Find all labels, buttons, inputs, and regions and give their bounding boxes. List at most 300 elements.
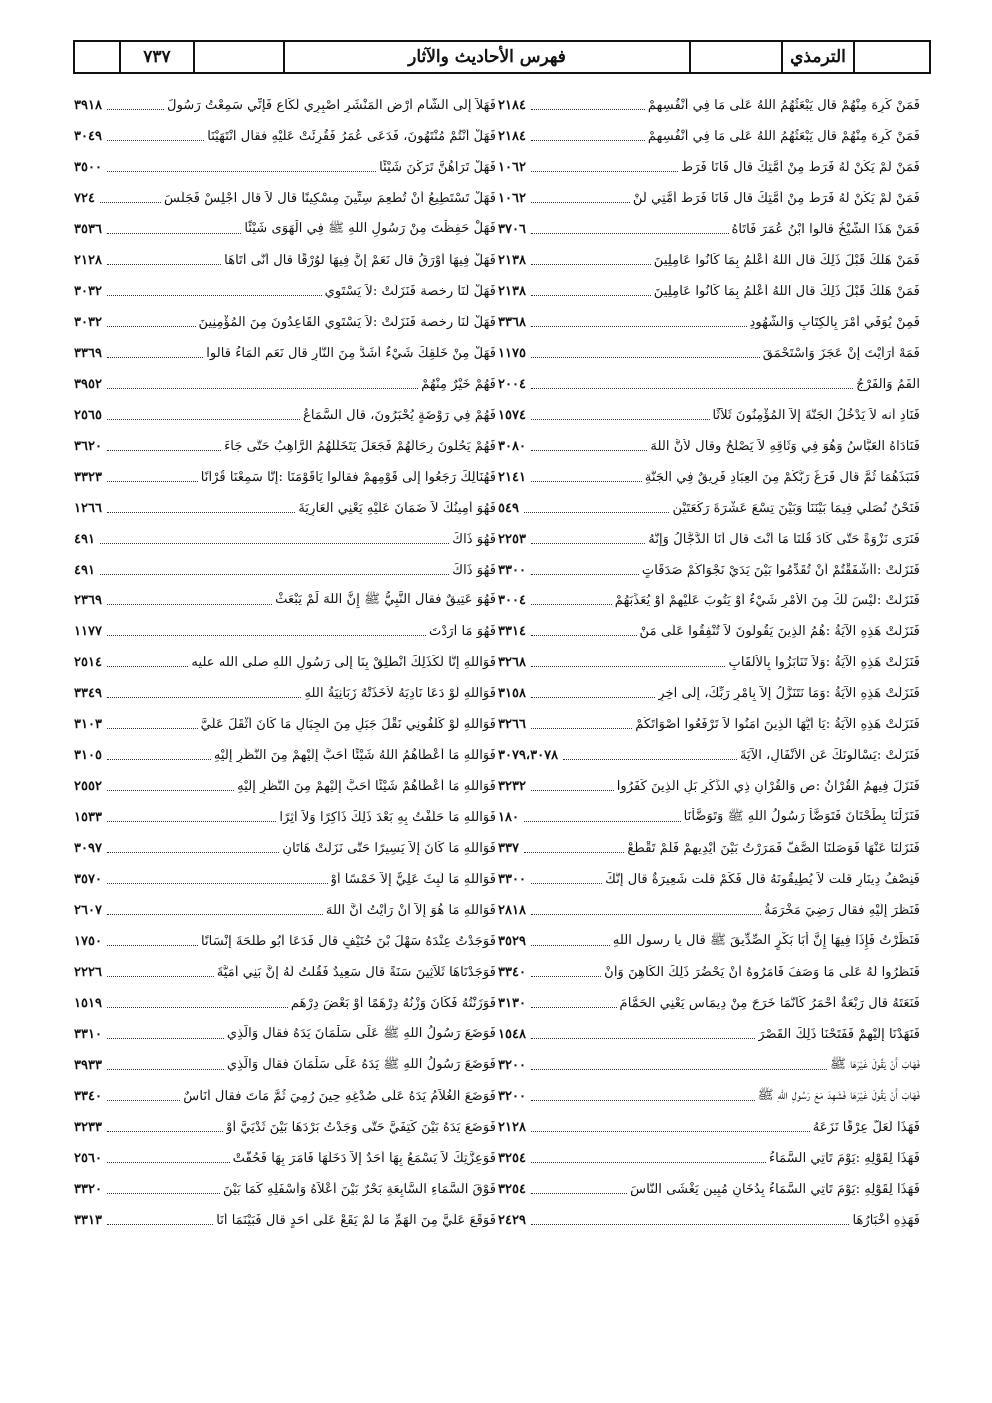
- index-entry: [74, 493, 496, 524]
- dot-leader: [531, 728, 632, 729]
- dot-leader: [100, 543, 449, 544]
- index-entry: [498, 1019, 920, 1050]
- hadith-incipit: فَوَاللهِ إِنَّا لَكَذَلِكَ انْطَلِقْ بِنَا إِلَى رَسُولِ اللهِ صلى الله عليه: [191, 655, 496, 671]
- hadith-number: ٣٣٠٠: [498, 872, 526, 888]
- hadith-incipit: فَوَضَعَ رَسُولُ اللهِ ﷺ يَدَهُ عَلَى سَلْمَانَ فقال وَالَّذِي: [226, 1057, 496, 1073]
- dot-leader: [531, 264, 651, 265]
- hadith-number: ٣٣٤٩: [74, 686, 102, 702]
- hadith-number: ٣٥٠٠: [74, 159, 102, 175]
- dot-leader: [524, 512, 670, 513]
- hadith-number: ٢١٨٤: [498, 97, 526, 113]
- index-entry: [74, 307, 496, 338]
- dot-leader: [107, 945, 198, 946]
- dot-leader: [107, 419, 300, 420]
- dot-leader: [524, 852, 624, 853]
- index-entry: [498, 183, 920, 214]
- hadith-number: ٧٢٤: [74, 190, 95, 206]
- index-entry: [498, 400, 920, 431]
- hadith-incipit: فَهُوَ عَتِيقٌ فقال النَّبِيُّ ﷺ إِنَّ اللهَ لَمْ يَبْعَثْ: [275, 592, 496, 608]
- index-entry: [498, 1081, 920, 1112]
- header-cell-empty: [75, 42, 119, 72]
- dot-leader: [107, 759, 211, 760]
- hadith-number: ٣٩٥٢: [74, 376, 102, 392]
- hadith-incipit: فَنَزَلَتْ :أَأَشْفَقْتُمْ أَنْ تُقَدِّمُوا بَيْنَ يَدَيْ نَجْوَاكُمْ صَدَقَاتٍ: [641, 562, 920, 578]
- hadith-number: ٣٢٠٠: [498, 1088, 526, 1104]
- index-entry: [74, 957, 496, 988]
- index-entry: [498, 462, 920, 493]
- hadith-incipit: فَوَاللهِ لَوْ كَلَّفُونِي نَقْلَ جَبَلٍ مِنَ الْجِبَالِ مَا كَانَ أَثْقَلَ عَلَيَّ: [200, 717, 496, 733]
- dot-leader: [107, 728, 198, 729]
- hadith-number: ٣٢٠٠: [498, 1058, 526, 1074]
- index-entry: [498, 431, 920, 462]
- index-entry: [498, 338, 920, 369]
- dot-leader: [107, 326, 196, 327]
- hadith-incipit: فَهَابَ أَنْ يَقُولَ غَيْرَهَا فَشَهِدَ مَعَ رَسُولِ اللهِ ﷺ: [757, 1087, 920, 1103]
- index-entry: [74, 1205, 496, 1236]
- hadith-number: ٣٠٨٠: [498, 438, 526, 454]
- hadith-incipit: فَنَعَتَهُ قال رَبْعَةٌ أَحْمَرُ كَأَنَّمَا خَرَجَ مِنْ دِيمَاسٍ يَعْنِي الْحَمَّامَ: [619, 996, 920, 1012]
- hadith-incipit: فَمَنْ هَلَكَ قَبْلَ ذَلِكَ قال اللهُ أَعْلَمُ بِمَا كَانُوا عَامِلِينَ: [653, 252, 920, 268]
- dot-leader: [107, 109, 164, 110]
- hadith-number: ٢٤٢٩: [498, 1212, 526, 1228]
- dot-leader: [531, 574, 639, 575]
- index-entry: [74, 647, 496, 678]
- hadith-number: ٣٥٢٩: [498, 934, 526, 950]
- dot-leader: [107, 481, 198, 482]
- hadith-incipit: فَوَاللهِ مَا هُوَ إِلاَّ أَنْ رَأَيْتُ أَنَّ اللهَ: [325, 903, 496, 919]
- index-entry: [74, 1112, 496, 1143]
- hadith-number: ٣٣٠٠: [498, 562, 526, 578]
- hadith-number: ٣٩٣٣: [74, 1058, 102, 1074]
- hadith-incipit: الْفَمُ وَالْفَرْجُ: [856, 376, 920, 392]
- hadith-incipit: فَهَذِهِ أَخْبَارُهَا: [852, 1212, 920, 1228]
- hadith-number: ٣١٠٣: [74, 717, 102, 733]
- hadith-incipit: فَمَنْ لَمْ يَكُنْ لَهُ فَرَطٌ مِنْ أُمَّتِكَ قال فَأَنَا فَرَطٌ: [681, 159, 920, 175]
- hadith-incipit: فَوَاللهِ مَا لَبِثَ عَلِيٌّ إِلاَّ خَمْسًا أَوْ: [330, 872, 496, 888]
- hadith-incipit: فَوَزَنْتُهُ فَكَانَ وَزْنُهُ دِرْهَمًا أَوْ بَعْضَ دِرْهَمٍ: [290, 996, 496, 1012]
- dot-leader: [107, 171, 376, 172]
- index-entry: [498, 276, 920, 307]
- index-column-left: [74, 90, 496, 1236]
- hadith-number: ١٥٣٣: [74, 810, 102, 826]
- dot-leader: [107, 1038, 224, 1039]
- dot-leader: [107, 883, 328, 884]
- dot-leader: [107, 357, 203, 358]
- dot-leader: [107, 295, 322, 296]
- index-entry: [74, 121, 496, 152]
- hadith-number: ٣٠٧٩،٣٠٧٨: [498, 748, 559, 764]
- page-title: فهرس الأحاديث والآثار: [283, 42, 689, 72]
- header-cell-empty: [193, 42, 283, 72]
- index-entry: [498, 833, 920, 864]
- index-entry: [498, 524, 920, 555]
- dot-leader: [531, 140, 645, 141]
- hadith-number: ١٧٥٠: [74, 934, 102, 950]
- page-number: ٧٣٧: [119, 42, 193, 72]
- hadith-number: ٣٥٧٠: [74, 872, 102, 888]
- index-entry: [74, 678, 496, 709]
- index-entry: [74, 709, 496, 740]
- hadith-incipit: فَوْقَ السَّمَاءِ السَّابِعَةِ بَحْرٌ بَيْنَ أَعْلاَهُ وَأَسْفَلِهِ كَمَا بَيْنَ: [223, 1181, 496, 1197]
- hadith-incipit: فَهَابَ أَنْ يَقُولَ غَيْرَهَا ﷺ: [830, 1057, 920, 1073]
- hadith-incipit: فَنَبَذَهُمَا ثُمَّ قال فَرَغَ رَبُّكُمْ مِنَ الْعِبَادِ فَرِيقٌ فِي الْجَنَّةِ: [644, 469, 920, 485]
- index-entry: [498, 1205, 920, 1236]
- dot-leader: [107, 388, 418, 389]
- hadith-number: ٣٢٦٦: [498, 717, 526, 733]
- hadith-number: ١٥٧٤: [498, 407, 526, 423]
- hadith-incipit: فَمِنْ يُوَفِّي أَمْرَ بِالْكِتَابِ وَالشُّهُودِ: [749, 314, 920, 330]
- index-entry: [498, 214, 920, 245]
- hadith-number: ١١٧٥: [498, 345, 526, 361]
- book-name: الترمذي: [781, 42, 853, 72]
- hadith-incipit: فَوَضَعَ الْغُلاَمُ يَدَهُ عَلَى صُدْغِهِ حِينَ رُمِيَ ثُمَّ مَاتَ فقال أُنَاسٌ: [183, 1088, 496, 1104]
- hadith-incipit: فَنَزَلَتْ هَذِهِ الآيَةُ :وَمَا نَتَنَزَّلُ إِلاَّ بِأَمْرِ رَبِّكَ، إِلَى آخِرِ: [658, 686, 920, 702]
- hadith-incipit: فَهَلْ فِيهَا أَوْرَقُ قال نَعَمْ إِنَّ فِيهَا لَوُرْقًا قال أَنَّى أَتَاهَا: [224, 252, 496, 268]
- index-entry: [74, 586, 496, 617]
- hadith-incipit: فَوَاللهِ مَا حَلَفْتُ بِهِ بَعْدَ ذَلِكَ ذَاكِرًا وَلاَ آثِرًا: [279, 810, 496, 826]
- header-cell-empty: [689, 42, 781, 72]
- hadith-incipit: فَنَادِ أنه لاَ يَدْخُلُ الْجَنَّةَ إِلاَّ الْمُؤْمِنُونَ ثَلاَثًا: [712, 407, 920, 423]
- hadith-number: ٣٣٤٠: [498, 965, 526, 981]
- index-entry: [74, 90, 496, 121]
- index-entry: [498, 1174, 920, 1205]
- hadith-number: ٣٣٦٩: [74, 345, 102, 361]
- hadith-incipit: فَنَزَلَتْ هَذِهِ الآيَةُ :يَا أَيُّهَا الَّذِينَ آمَنُوا لاَ تَرْفَعُوا أَصْوَاتَكُمْ: [635, 717, 920, 733]
- dot-leader: [107, 1007, 288, 1008]
- dot-leader: [107, 1100, 180, 1101]
- hadith-number: ٣٢٥٤: [498, 1150, 526, 1166]
- hadith-incipit: فَنَزَلَتْ :يَسْأَلُونَكَ عَنِ الأَنْفَالِ، الآيَةَ: [739, 748, 920, 764]
- dot-leader: [107, 821, 276, 822]
- index-entry: [74, 400, 496, 431]
- index-entry: [74, 338, 496, 369]
- index-entry: [498, 957, 920, 988]
- hadith-incipit: فَوَاللهِ مَا أَعْطَاهُمْ شَيْئًا أَحَبَّ إِلَيْهِمْ مِنَ النَّظَرِ إِلَيْهِ: [237, 779, 496, 795]
- hadith-number: ١٨٠: [498, 810, 519, 826]
- hadith-number: ٣٠٣٢: [74, 314, 102, 330]
- dot-leader: [531, 419, 710, 420]
- index-entry: [74, 864, 496, 895]
- index-entry: [74, 369, 496, 400]
- hadith-number: ٣٠٣٢: [74, 283, 102, 299]
- hadith-incipit: فَهَذَا لِقَوْلِهِ :يَوْمَ تَأْتِي السَّمَاءُ بِدُخَانٍ مُبِينٍ يَغْشَى النَّاسَ: [630, 1181, 920, 1197]
- hadith-number: ١١٧٧: [74, 624, 102, 640]
- dot-leader: [531, 481, 642, 482]
- index-entry: [498, 709, 920, 740]
- hadith-number: ١٥٤٨: [498, 1027, 526, 1043]
- index-entry: [74, 988, 496, 1019]
- hadith-incipit: فَوَقَعَ عَلَيَّ مِنَ الْهَمِّ مَا لَمْ يَقَعْ عَلَى أَحَدٍ قال فَبَيْنَمَا أَنَا: [216, 1212, 496, 1228]
- dot-leader: [100, 202, 161, 203]
- dot-leader: [531, 790, 614, 791]
- dot-leader: [107, 512, 295, 513]
- index-entry: [74, 833, 496, 864]
- hadith-incipit: فَوَضَعَ يَدَهُ بَيْنَ كَتِفَيَّ حَتَّى وَجَدْتُ بَرْدَهَا بَيْنَ ثَدْيَيَّ أَوْ: [226, 1119, 496, 1135]
- hadith-incipit: فَنَزَلَتْ هَذِهِ الآيَةُ :هُمُ الَّذِينَ يَقُولُونَ لاَ تُنْفِقُوا عَلَى مَنْ: [639, 624, 920, 640]
- dot-leader: [531, 1100, 755, 1101]
- hadith-number: ٢١٤١: [498, 469, 526, 485]
- dot-leader: [107, 1193, 220, 1194]
- hadith-incipit: فَهُمْ فِي رَوْضَةٍ يُحْبَرُونَ، قال السَّمَاعُ: [302, 407, 496, 423]
- hadith-number: ٢١٣٨: [498, 283, 526, 299]
- index-column-right: [498, 90, 920, 1236]
- index-entry: [74, 1019, 496, 1050]
- index-entry: [498, 586, 920, 617]
- dot-leader: [107, 1162, 230, 1163]
- index-entry: [498, 864, 920, 895]
- hadith-number: ٢١٢٨: [74, 252, 102, 268]
- hadith-incipit: فَمَنْ كَرِهَ مِنْهُمْ قال يَبْعَثُهُمُ اللهُ عَلَى مَا فِي أَنْفُسِهِمْ: [647, 97, 920, 113]
- hadith-number: ٢١٣٨: [498, 252, 526, 268]
- hadith-number: ١٠٦٢: [498, 190, 526, 206]
- hadith-number: ٣٣١٠: [74, 1027, 102, 1043]
- index-entry: [498, 1112, 920, 1143]
- dot-leader: [107, 140, 204, 141]
- hadith-incipit: فَنَظَرُوا لَهُ عَلَى مَا وَصَفَ فَأَمَرُوهُ أَنْ يَحْضُرَ ذَلِكَ الْكَاهِنَ وَأَنْ: [604, 965, 920, 981]
- hadith-incipit: فَهُوَ ذَاكَ: [452, 562, 496, 578]
- hadith-incipit: فَهَلْ حَفِظْتَ مِنْ رَسُولِ اللهِ ﷺ فِي الْهَوَى شَيْئًا: [244, 220, 496, 236]
- index-entry: [498, 1143, 920, 1174]
- dot-leader: [531, 697, 655, 698]
- index-entry: [74, 771, 496, 802]
- hadith-number: ٢٨١٨: [498, 903, 526, 919]
- dot-leader: [531, 883, 602, 884]
- index-entry: [74, 740, 496, 771]
- hadith-incipit: فَهُنَالِكَ رَجَعُوا إِلَى قَوْمِهِمْ فقالوا يَاقَوْمَنَا :إِنَّا سَمِعْنَا قُرْآنًا: [200, 469, 496, 485]
- hadith-incipit: فَوَاللهِ لَوْ دَعَا نَادِيَهُ لأَخَذَتْهُ زَبَانِيَةُ اللهِ: [304, 686, 496, 702]
- hadith-number: ٢٣٦٩: [74, 593, 102, 609]
- dot-leader: [107, 697, 302, 698]
- hadith-number: ٢٥١٤: [74, 655, 102, 671]
- hadith-incipit: فَنَرَى نَزْوَةً حَتَّى كَادَ قُلْنَا مَا أَنْتَ قال أَنَا الدَّجَّالُ وَإِنَّهُ: [648, 531, 920, 547]
- index-entry: [74, 616, 496, 647]
- dot-leader: [107, 914, 323, 915]
- hadith-number: ٣٢٥٤: [498, 1181, 526, 1197]
- dot-leader: [531, 326, 747, 327]
- hadith-number: ١٠٦٢: [498, 159, 526, 175]
- index-entry: [74, 555, 496, 586]
- dot-leader: [531, 1007, 617, 1008]
- index-entry: [74, 524, 496, 555]
- hadith-incipit: فَهَذَا لَعَلَّ عِرْقًا نَزَعَهُ: [812, 1119, 920, 1135]
- hadith-incipit: فَمَهْ أَرَأَيْتَ إِنْ عَجَزَ وَاسْتَحْمَقَ: [762, 345, 920, 361]
- hadith-incipit: فَوَضَعَ رَسُولُ اللهِ ﷺ عَلَى سَلْمَانَ يَدَهُ فقال وَالَّذِي: [226, 1026, 496, 1042]
- index-entry: [498, 740, 920, 771]
- hadith-incipit: فَهَلْ أَنْتُمْ مُنْتَهُونَ، فَدَعَى عُمَرُ فَقُرِئَتْ عَلَيْهِ فقال انْتَهَيْنَا: [207, 128, 496, 144]
- index-entry: [498, 245, 920, 276]
- index-entry: [498, 555, 920, 586]
- hadith-incipit: فَهَذَا لِقَوْلِهِ :يَوْمَ تَأْتِي السَّمَاءُ: [768, 1150, 920, 1166]
- dot-leader: [531, 171, 678, 172]
- index-entry: [498, 152, 920, 183]
- hadith-incipit: فَنَزَلَتْ :لَيْسَ لَكَ مِنَ الأَمْرِ شَيْءٌ أَوْ يَتُوبَ عَلَيْهِمْ أَوْ يُعَذِّبَهُمْ: [614, 593, 920, 609]
- dot-leader: [531, 1038, 755, 1039]
- hadith-incipit: فَمَنْ هَلَكَ قَبْلَ ذَلِكَ قال اللهُ أَعْلَمُ بِمَا كَانُوا عَامِلِينَ: [653, 283, 920, 299]
- dot-leader: [531, 1193, 627, 1194]
- hadith-incipit: فَنَزَلَ فِيهِمُ الْقُرْآنُ :ص وَالْقُرْآنِ ذِي الذِّكْرِ بَلِ الَّذِينَ كَفَرُوا: [616, 779, 920, 795]
- index-entry: [498, 895, 920, 926]
- hadith-incipit: فَهُوَ أَمِينُكَ لاَ ضَمَانَ عَلَيْهِ يَعْنِي الْعَارِيَةَ: [298, 500, 496, 516]
- index-entry: [498, 1050, 920, 1081]
- hadith-number: ٣٣٧: [498, 841, 519, 857]
- hadith-incipit: فَهَلْ تَسْتَطِيعُ أَنْ تُطْعِمَ سِتِّينَ مِسْكِينًا قال لاَ قال اجْلِسْ فَجَلَسَ: [164, 190, 496, 206]
- hadith-number: ٣١٥٨: [498, 686, 526, 702]
- hadith-incipit: فَمَنْ لَمْ يَكُنْ لَهُ فَرَطٌ مِنْ أُمَّتِكَ قال فَأَنَا فَرَطُ أُمَّتِي لَنْ: [632, 190, 920, 206]
- dot-leader: [531, 1224, 850, 1225]
- index-entry: [498, 802, 920, 833]
- hadith-number: ٣٣٢٣: [74, 469, 102, 485]
- hadith-incipit: فَهَلْ لَنَا رخصة فَنَزَلَتْ :لاَ يَسْتَوِي: [324, 283, 496, 299]
- dot-leader: [107, 976, 214, 977]
- index-entry: [498, 121, 920, 152]
- dot-leader: [107, 604, 272, 605]
- hadith-number: ١٥١٩: [74, 996, 102, 1012]
- hadith-number: ٣٢٣٢: [498, 779, 526, 795]
- hadith-number: ٣٠٤٩: [74, 128, 102, 144]
- hadith-number: ٣١٣٠: [498, 996, 526, 1012]
- hadith-number: ١٢٦٦: [74, 500, 102, 516]
- dot-leader: [531, 295, 651, 296]
- hadith-number: ٤٩١: [74, 531, 95, 547]
- hadith-incipit: فَهَلْ تَرَاهُنَّ تَرَكْنَ شَيْئًا: [379, 159, 496, 175]
- dot-leader: [531, 1131, 810, 1132]
- hadith-number: ٣٥٣٦: [74, 221, 102, 237]
- header-cell-empty: [853, 42, 929, 72]
- hadith-number: ٢٠٠٤: [498, 376, 526, 392]
- hadith-number: ٢٥٦٠: [74, 1150, 102, 1166]
- index-entry: [498, 771, 920, 802]
- hadith-number: ٥٤٩: [498, 500, 519, 516]
- index-entry: [74, 802, 496, 833]
- dot-leader: [531, 357, 760, 358]
- hadith-incipit: فَهُمْ يَحُلُّونَ رِحَالَهُمْ فَجَعَلَ يَتَخَلَّلُهُمُ الرَّاهِبُ حَتَّى جَاءَ: [224, 438, 496, 454]
- dot-leader: [107, 790, 234, 791]
- dot-leader: [531, 109, 645, 110]
- hadith-incipit: فَنَظَرْتُ فَإِذَا فِيهَا إِنَّ أَبَا بَكْرٍ الصِّدِّيقَ ﷺ قال يا رسول اللهِ: [612, 933, 920, 949]
- hadith-incipit: فَنَزَلَتْ هَذِهِ الآيَةُ :وَلاَ تَنَابَزُوا بِالأَلْقَابِ: [728, 655, 920, 671]
- dot-leader: [531, 543, 645, 544]
- hadith-incipit: فَنَظَرَ إِلَيْهِ فقال رَضِيَ مَخْرَمَةُ: [764, 903, 920, 919]
- hadith-incipit: فَوَاللهِ مَا أَعْطَاهُمُ اللهُ شَيْئًا أَحَبَّ إِلَيْهِمْ مِنَ النَّظَرِ إِلَيْهِ: [213, 748, 496, 764]
- hadith-incipit: فَوَاللهِ مَا كَانَ إِلاَّ يَسِيرًا حَتَّى نَزَلَتْ هَاتَانِ: [282, 841, 496, 857]
- index-entry: [498, 988, 920, 1019]
- hadith-incipit: فَهَلاَّ إِلَى الشَّامِ أَرْضِ الْمَنْشَرِ اصْبِرِي لَكَاعِ فَإِنِّي سَمِعْتُ رَسُولَ: [167, 97, 496, 113]
- hadith-number: ٣٢٣٣: [74, 1119, 102, 1135]
- hadith-incipit: فَنَادَاهُ الْعَبَّاسُ وَهُوَ فِي وَثَاقِهِ لاَ يَصْلُحُ وقال لأَنَّ اللهَ: [650, 438, 920, 454]
- hadith-number: ٣٠٠٤: [498, 593, 526, 609]
- dot-leader: [107, 1224, 213, 1225]
- dot-leader: [100, 574, 449, 575]
- index-entry: [498, 307, 920, 338]
- hadith-number: ٤٩١: [74, 562, 95, 578]
- dot-leader: [531, 388, 853, 389]
- dot-leader: [531, 945, 610, 946]
- hadith-number: ٣٣١٤: [498, 624, 526, 640]
- index-entry: [498, 493, 920, 524]
- index-entry: [498, 90, 920, 121]
- dot-leader: [107, 1131, 223, 1132]
- index-entry: [74, 1081, 496, 1112]
- hadith-number: ٢١٢٨: [498, 1119, 526, 1135]
- hadith-incipit: فَهُمْ خَيْرٌ مِنْهُمْ: [421, 376, 496, 392]
- index-entry: [74, 431, 496, 462]
- dot-leader: [531, 202, 630, 203]
- dot-leader: [531, 604, 612, 605]
- hadith-incipit: فَنِصْفُ دِينَارٍ قلت لاَ يُطِيقُونَهُ قال فَكَمْ قلت شَعِيرَةٌ قال إِنَّكَ: [605, 872, 920, 888]
- hadith-incipit: فَهُوَ مَا أَرَدْتَ: [429, 624, 496, 640]
- index-entry: [498, 926, 920, 957]
- dot-leader: [531, 450, 647, 451]
- index-entry: [498, 647, 920, 678]
- dot-leader: [107, 264, 221, 265]
- hadith-incipit: فَنَزَلْنَا عَنْهَا فَوَصَلْنَا الصَّفَّ فَمَرَرْتُ بَيْنَ أَيْدِيهِمْ فَلَمْ تَقْطَعْ: [627, 841, 920, 857]
- page-header: [73, 40, 931, 74]
- index-entry: [74, 1050, 496, 1081]
- index-entry: [74, 276, 496, 307]
- index-entry: [74, 895, 496, 926]
- dot-leader: [107, 666, 188, 667]
- hadith-number: ٣٦٢٠: [74, 438, 102, 454]
- index-entry: [74, 245, 496, 276]
- dot-leader: [107, 450, 221, 451]
- index-entry: [498, 616, 920, 647]
- index-entry: [74, 462, 496, 493]
- dot-leader: [107, 635, 426, 636]
- hadith-number: ٣٢٦٨: [498, 655, 526, 671]
- hadith-incipit: فَوَجَدْتُ عِنْدَهُ سَهْلَ بْنَ حُنَيْفٍ قال فَدَعَا أَبُو طَلْحَةَ إِنْسَانًا: [200, 934, 496, 950]
- hadith-incipit: فَوَعِزَّتِكَ لاَ يَسْمَعُ بِهَا أَحَدٌ إِلاَّ دَخَلَهَا فَأَمَرَ بِهَا فَحُفَّتْ: [232, 1150, 496, 1166]
- hadith-number: ٢١٨٤: [498, 128, 526, 144]
- index-entry: [74, 183, 496, 214]
- hadith-number: ٣٣٦٨: [498, 314, 526, 330]
- hadith-incipit: فَنَهَدْنَا إِلَيْهِمْ فَفَتَحْنَا ذَلِكَ الْقَصْرَ: [758, 1027, 920, 1043]
- hadith-number: ٣٠٩٧: [74, 841, 102, 857]
- dot-leader: [531, 635, 637, 636]
- dot-leader: [531, 976, 601, 977]
- index-entry: [74, 1174, 496, 1205]
- hadith-number: ٣١٠٥: [74, 748, 102, 764]
- index-entry: [74, 214, 496, 245]
- hadith-number: ٢٥٥٢: [74, 779, 102, 795]
- index-entry: [498, 678, 920, 709]
- index-entry: [498, 369, 920, 400]
- hadith-incipit: فَنَحْنُ نُصَلِّي فِيمَا بَيْنَنَا وَبَيْنَ تِسْعَ عَشْرَةَ رَكْعَتَيْنِ: [672, 500, 920, 516]
- hadith-number: ٣٩١٨: [74, 97, 102, 113]
- hadith-incipit: فَمَنْ هَذَا الشَّيْخُ قالوا ابْنُ عُمَرَ فَأَتَاهُ: [731, 221, 920, 237]
- dot-leader: [531, 914, 761, 915]
- hadith-number: ٢٢٢٦: [74, 965, 102, 981]
- index-entry: [74, 1143, 496, 1174]
- hadith-number: ٢٦٠٧: [74, 903, 102, 919]
- index-entry: [74, 152, 496, 183]
- dot-leader: [107, 1069, 224, 1070]
- dot-leader: [107, 852, 279, 853]
- hadith-incipit: فَهَلْ لَنَا رخصة فَنَزَلَتْ :لاَ يَسْتَوِي الْقَاعِدُونَ مِنَ الْمُؤْمِنِينَ: [198, 314, 496, 330]
- hadith-number: ٣٣٤٠: [74, 1088, 102, 1104]
- hadith-incipit: فَهُوَ ذَاكَ: [452, 531, 496, 547]
- dot-leader: [531, 666, 726, 667]
- dot-leader: [531, 233, 729, 234]
- hadith-number: ٣٣٢٠: [74, 1181, 102, 1197]
- dot-leader: [531, 1162, 766, 1163]
- hadith-number: ٣٧٠٦: [498, 221, 526, 237]
- hadith-incipit: فَمَنْ كَرِهَ مِنْهُمْ قال يَبْعَثُهُمُ اللهُ عَلَى مَا فِي أَنْفُسِهِمْ: [647, 128, 920, 144]
- hadith-incipit: فَنَزَلْنَا بِطَحْنَانَ فَتَوَضَّأَ رَسُولُ اللهِ ﷺ وَتَوَضَّأْنَا: [683, 809, 920, 825]
- dot-leader: [531, 1069, 827, 1070]
- hadith-number: ٣٣١٣: [74, 1212, 102, 1228]
- hadith-number: ٢٥٦٥: [74, 407, 102, 423]
- dot-leader: [107, 233, 241, 234]
